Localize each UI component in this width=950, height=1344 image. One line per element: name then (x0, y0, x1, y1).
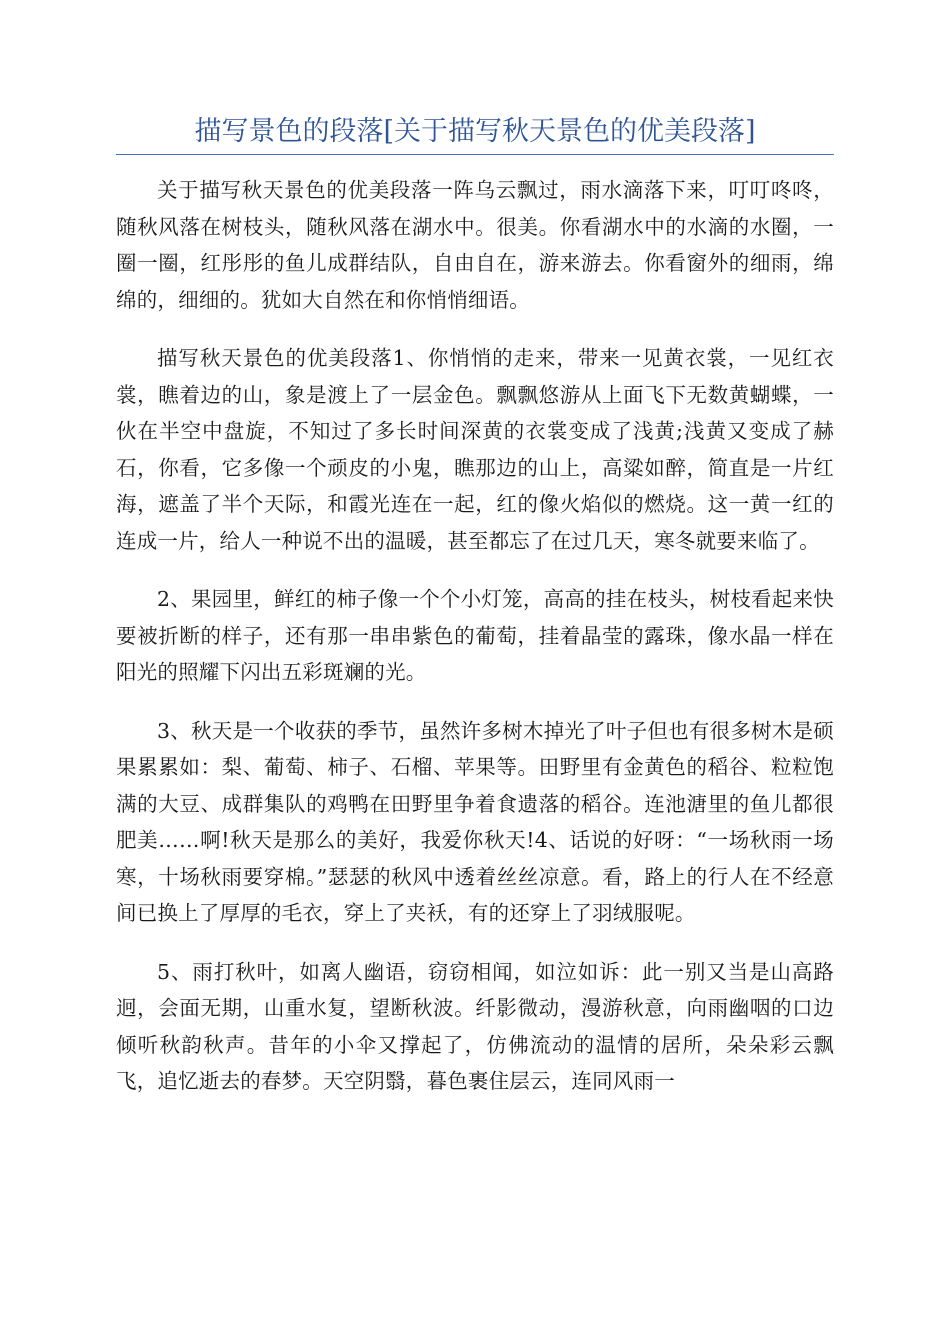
title-underline (116, 154, 834, 155)
paragraph-2: 2、果园里，鲜红的柿子像一个个小灯笼，高高的挂在枝头，树枝看起来快要被折断的样子，还有那一串串紫色的葡萄，挂着晶莹的露珠，像水晶一样在阳光的照耀下闪出五彩斑斓的光。 (116, 587, 834, 684)
document-title: 描写景色的段落[关于描写秋天景色的优美段落] (194, 116, 756, 147)
paragraph-3: 3、秋天是一个收获的季节，虽然许多树木掉光了叶子但也有很多树木是硕果累累如：梨、葡萄、柿子、石榴、苹果等。田野里有金黄色的稻谷、粒粒饱满的大豆、成群集队的鸡鸭在田野里争着食遗落的稻谷。连池溏里的鱼儿都很肥美……啊!秋天是那么的美好，我爱你秋天!4、话说的好呀：“一场秋雨一场寒，十场秋雨要穿棉。”瑟瑟的秋风中透着丝丝凉意。看，路上的行人在不经意间已换上了厚厚的毛衣，穿上了夹袄，有的还穿上了羽绒服呢。 (116, 718, 834, 925)
paragraph-intro: 关于描写秋天景色的优美段落一阵乌云飘过，雨水滴落下来，叮叮咚咚，随秋风落在树枝头，随秋风落在湖水中。很美。你看湖水中的水滴的水圈，一圈一圈，红彤彤的鱼儿成群结队，自由自在，游来游去。你看窗外的细雨，绵绵的，细细的。犹如大自然在和你悄悄细语。 (116, 178, 834, 312)
paragraph-1: 描写秋天景色的优美段落1、你悄悄的走来，带来一见黄衣裳，一见红衣裳，瞧着边的山，象是渡上了一层金色。飘飘悠游从上面飞下无数黄蝴蝶，一伙在半空中盘旋，不知过了多长时间深黄的衣裳变成了浅黄;浅黄又变成了赫石，你看，它多像一个顽皮的小鬼，瞧那边的山上，高粱如醉，简直是一片红海，遮盖了半个天际，和霞光连在一起，红的像火焰似的燃烧。这一黄一红的连成一片，给人一种说不出的温暖，甚至都忘了在过几天，寒冬就要来临了。 (116, 346, 834, 553)
document-body (116, 172, 834, 1122)
paragraph-5: 5、雨打秋叶，如离人幽语，窃窃相闻，如泣如诉：此一别又当是山高路迥，会面无期，山重水复，望断秋波。纤影微动，漫游秋意，向雨幽咽的口边倾听秋韵秋声。昔年的小伞又撑起了，仿佛流动的温情的居所，朵朵彩云飘飞，追忆逝去的春梦。天空阴翳，暮色裹住层云，连同风雨一 (116, 959, 834, 1093)
